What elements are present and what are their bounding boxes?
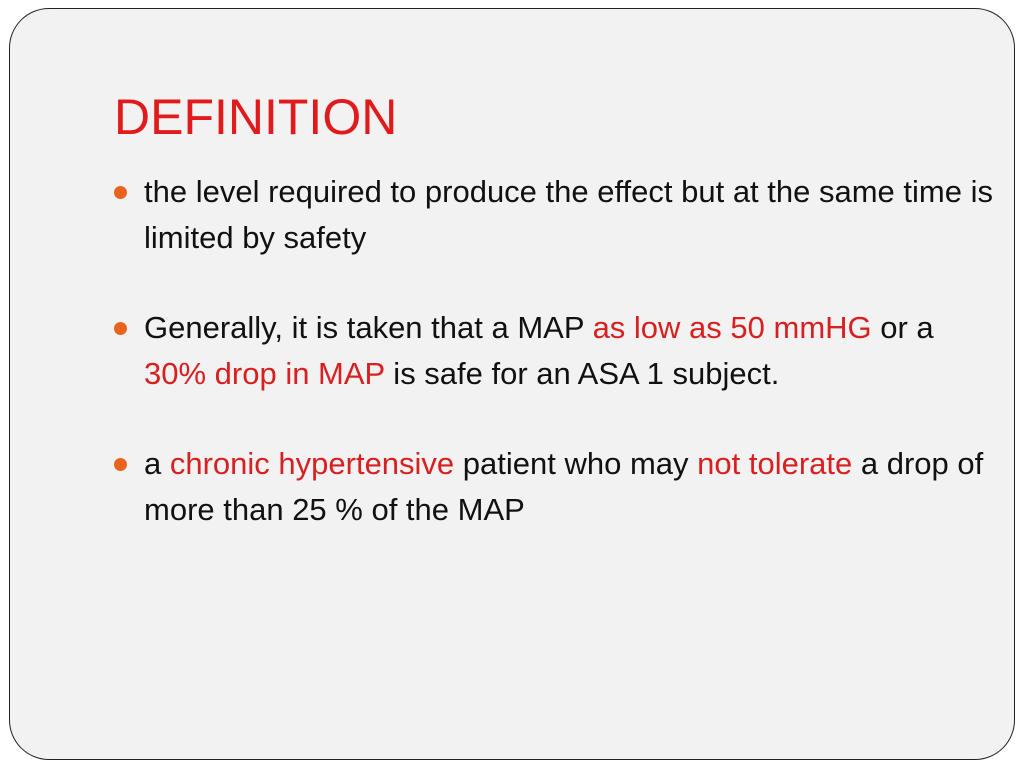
bullet-item xyxy=(114,305,994,397)
slide xyxy=(9,8,1015,760)
bullet-dot-icon xyxy=(114,322,127,335)
bullet-text: patient who may xyxy=(454,446,698,481)
bullet-text: the level required to produce the effect but at the same time is limited by safety xyxy=(144,174,993,255)
bullet-text: or a xyxy=(871,310,934,345)
highlighted-text: as low as 50 mmHG xyxy=(592,310,872,345)
bullet-list xyxy=(114,169,994,577)
bullet-dot-icon xyxy=(114,186,127,199)
bullet-item xyxy=(114,169,994,261)
bullet-text: Generally, it is taken that a MAP xyxy=(144,310,593,345)
bullet-text: a xyxy=(144,446,170,481)
bullet-dot-icon xyxy=(114,458,127,471)
bullet-text: is safe for an ASA 1 subject. xyxy=(384,356,780,391)
bullet-text: a drop of more than 25 % of the MAP xyxy=(144,446,984,527)
highlighted-text: not tolerate xyxy=(697,446,853,481)
highlighted-text: 30% drop in MAP xyxy=(144,356,385,391)
highlighted-text: chronic hypertensive xyxy=(169,446,455,481)
slide-title: DEFINITION xyxy=(114,89,398,145)
bullet-item xyxy=(114,441,994,533)
